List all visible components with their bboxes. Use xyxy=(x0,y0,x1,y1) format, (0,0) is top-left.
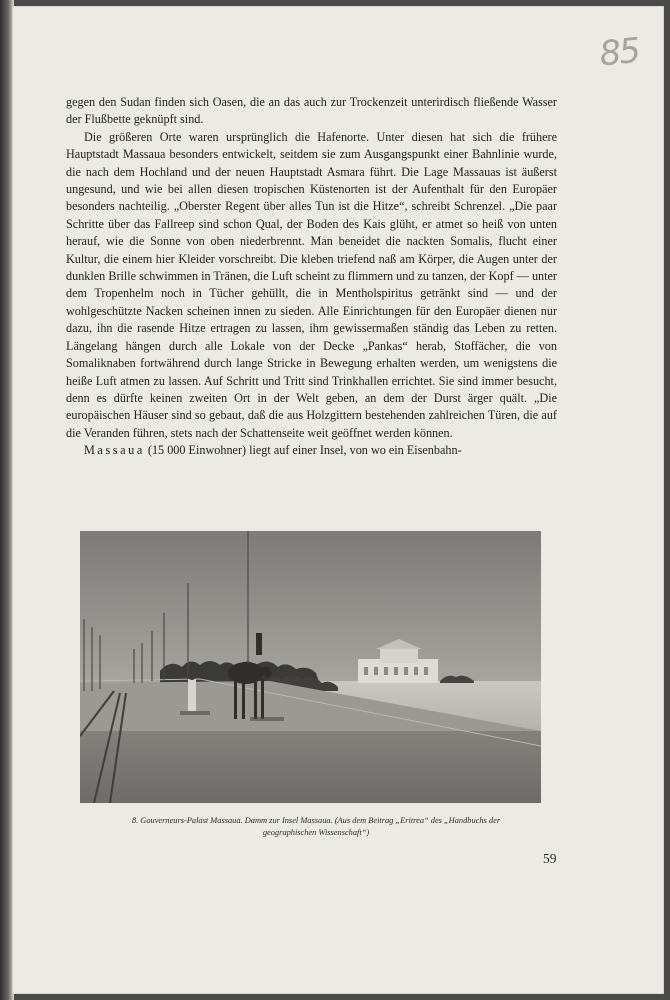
paragraph-2: Die größeren Orte waren ursprünglich die Hafenorte. Unter diesen hat sich die frühere Hauptstadt Massaua besonders entwickelt, seitdem sie zum Ausgangspunkt einer Bahnlinie wurde, die nach dem Hochland und der neuen Hauptstadt Asmara führt. Die Lage Massauas ist äußerst ungesund, und wie bei allen diesen tropischen Küstenorten ist der Aufenthalt für den Europäer besonders nachteilig. „Oberster Regent über alles Tun ist die Hitze“, schreibt Schrenzel. „Die paar Schritte über das Fallreep sind schon Qual, der Boden des Kais glüht, er atmet so heiß von unten herauf, wie die Sonne von oben niederbrennt. Man beneidet die nackten Somalis, flucht einer Kultur, die einem hier Kleider vorschreibt. Die kleben triefend naß am Körper, die Augen unter der dunklen Brille schwimmen in Tränen, die Luft scheint zu flimmern und zu tanzen, der Kopf — unter dem Tropenhelm noch in Tücher gehüllt, die in Mentholspiritus getränkt sind — und der wohlgeschützte Nacken scheinen innen zu sieden. Alle Einrichtungen für den Europäer dienen nur dazu, ihn die rasende Hitze ertragen zu lassen, ihm gewissermaßen ständig das Leben zu retten. Längelang hängen durch alle Lokale von der Decke „Pankas“ herab, Stoffächer, die von Somaliknaben fortwährend durch lange Stricke in Bewegung erhalten werden, um wenigstens die heiße Luft atmen zu lassen. Auf Schritt und Tritt sind Trinkhallen errichtet. Sie sind immer besucht, denn es dürfte keinen zweiten Ort in der Welt geben, an dem der Durst ärger quält. „Die europäischen Häuser sind so gebaut, daß die aus Holzgittern bestehenden zahlreichen Türen, die auf die Veranden führen, stets nach der Schattenseite weit geöffnet werden können. xyxy=(66,129,557,440)
page-number: 59 xyxy=(543,851,557,866)
paragraph-3 xyxy=(66,442,557,459)
paragraph-3-rest: (15 000 Einwohner) liegt auf einer Insel, von wo ein Eisenbahn- xyxy=(144,443,462,458)
photograph-governor-palace-massaua xyxy=(80,531,541,803)
spaced-word: Massaua xyxy=(84,443,145,458)
handwritten-folio-number: 85 xyxy=(597,30,641,75)
photo-caption xyxy=(80,815,552,839)
body-text xyxy=(66,94,557,460)
photo-illustration xyxy=(80,531,541,803)
caption-line-1: 8. Gouverneurs-Palast Massaua. Damm zur Insel Massaua. (Aus dem Beitrag „Eritrea“ des „Handbuchs der xyxy=(131,816,501,825)
paragraph-1: gegen den Sudan finden sich Oasen, die an das auch zur Trockenzeit unterirdisch fließende Wasser der Flußbette geknüpft sind. xyxy=(66,95,557,127)
caption-line-2: geographischen Wissenschaft“) xyxy=(262,828,370,837)
